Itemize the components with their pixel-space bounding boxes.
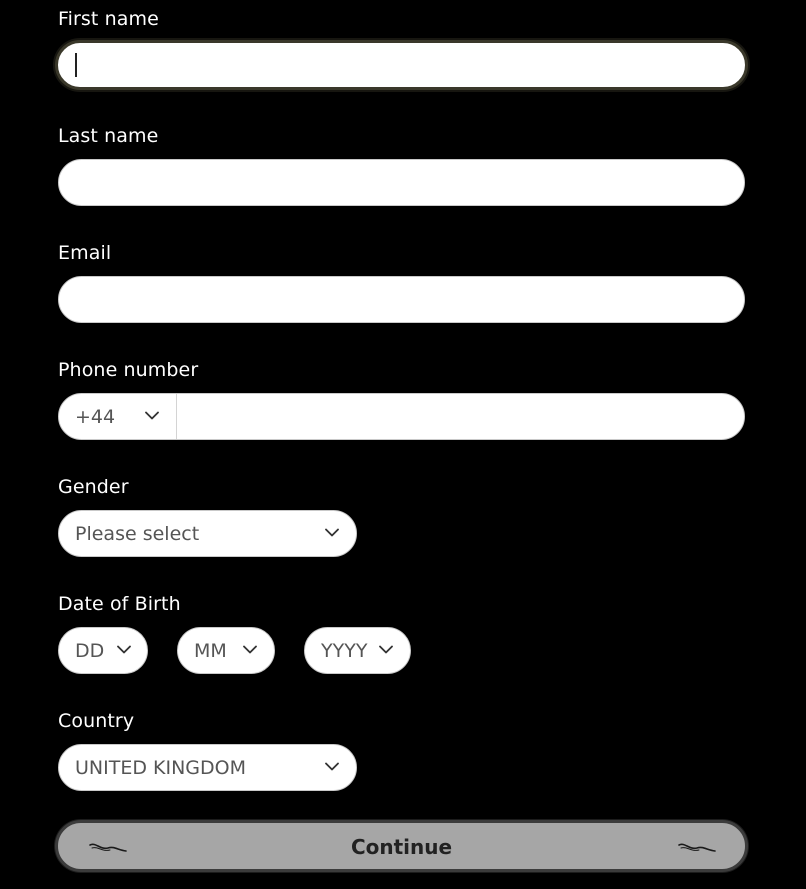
chevron-down-icon — [325, 528, 339, 537]
phone-number-input[interactable] — [177, 394, 744, 439]
continue-button[interactable] — [55, 820, 748, 872]
dob-year-value: YYYY — [321, 640, 368, 662]
dob-day-select[interactable] — [58, 627, 148, 674]
email-label: Email — [58, 242, 112, 264]
chevron-down-icon — [325, 762, 339, 771]
country-code-value: +44 — [75, 406, 116, 428]
dob-month-value: MM — [194, 640, 227, 662]
country-label: Country — [58, 710, 135, 732]
text-caret — [75, 53, 77, 77]
chevron-down-icon — [145, 411, 159, 420]
last-name-label: Last name — [58, 125, 159, 147]
dob-month-select[interactable] — [177, 627, 275, 674]
gender-select[interactable] — [58, 510, 357, 557]
gender-selected-value: Please select — [75, 523, 200, 545]
email-input[interactable] — [58, 276, 745, 323]
chevron-down-icon — [243, 645, 257, 654]
phone-number-field — [58, 393, 745, 440]
chevron-down-icon — [117, 645, 131, 654]
country-code-select[interactable] — [59, 394, 176, 439]
first-name-label: First name — [58, 8, 159, 30]
phone-number-label: Phone number — [58, 359, 199, 381]
country-selected-value: UNITED KINGDOM — [75, 757, 246, 779]
dob-year-select[interactable] — [304, 627, 411, 674]
first-name-input[interactable] — [55, 40, 748, 90]
gender-label: Gender — [58, 476, 129, 498]
dob-day-value: DD — [75, 640, 105, 662]
continue-button-label: Continue — [350, 835, 453, 859]
country-select[interactable] — [58, 744, 357, 791]
last-name-input[interactable] — [58, 159, 745, 206]
flourish-right-icon — [677, 840, 717, 854]
date-of-birth-label: Date of Birth — [58, 593, 181, 615]
chevron-down-icon — [379, 645, 393, 654]
